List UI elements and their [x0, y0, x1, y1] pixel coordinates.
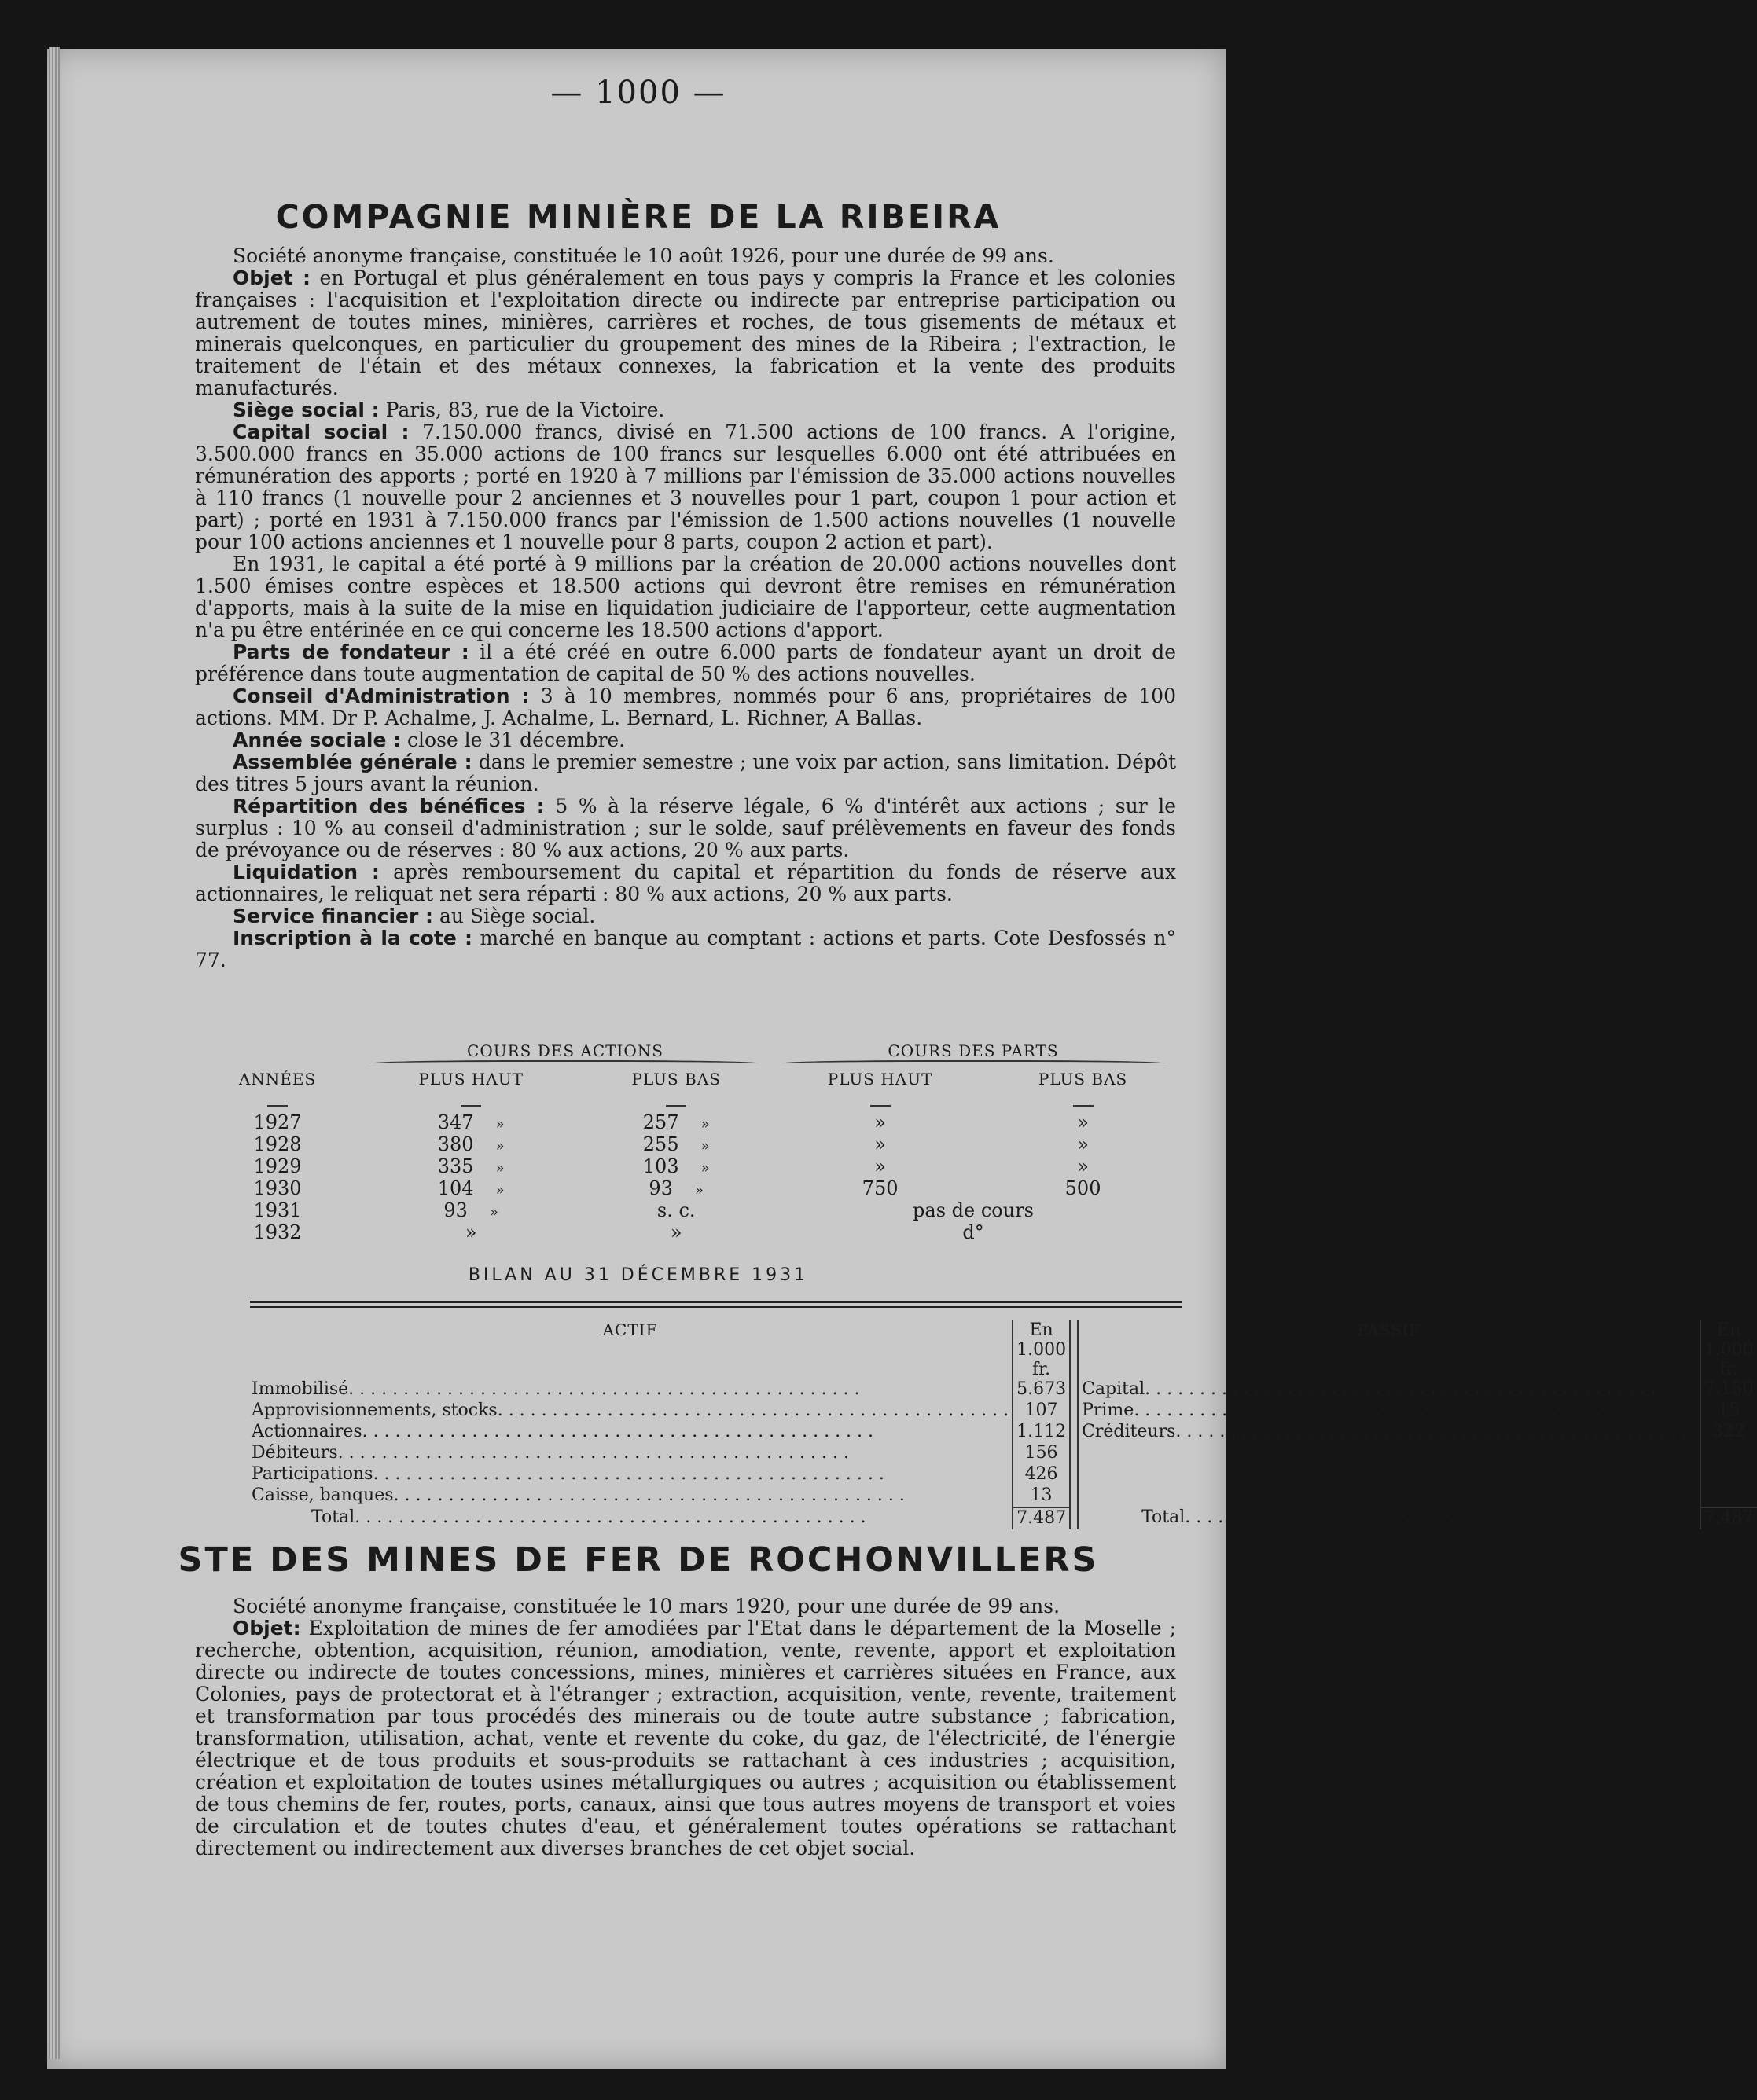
- dash: [267, 1105, 288, 1107]
- ribeira-paragraph: [195, 927, 1176, 971]
- cell-value: 257: [642, 1111, 679, 1133]
- ribeira-paragraph: [195, 861, 1176, 905]
- ribeira-paragraph: [195, 553, 1176, 641]
- passif-value: 15: [1700, 1401, 1757, 1422]
- cell-actions-plus-haut: [360, 1155, 582, 1177]
- ditto-mark: »: [694, 1182, 704, 1199]
- cell-actions-plus-haut: [360, 1177, 582, 1199]
- col-annees: ANNÉES: [238, 1069, 317, 1089]
- cell-parts-merged: d°: [962, 1221, 984, 1243]
- cours-row: [195, 1199, 1176, 1221]
- cours-actions-header: COURS DES ACTIONS: [360, 1041, 770, 1068]
- cell-value: 104: [437, 1177, 474, 1199]
- ditto-mark: »: [495, 1182, 505, 1199]
- passif-total: 7.487: [1700, 1507, 1757, 1529]
- passif-value: 322: [1700, 1422, 1757, 1443]
- cell-value: »: [670, 1221, 682, 1243]
- ribeira-paragraph: [195, 905, 1176, 927]
- col-actions-plus-haut: PLUS HAUT: [418, 1069, 524, 1089]
- paragraph-label: Conseil d'Administration :: [233, 685, 530, 707]
- cell-value: 335: [437, 1155, 474, 1177]
- passif-value: 7.150: [1700, 1379, 1757, 1401]
- bilan-row: [248, 1401, 1757, 1422]
- paragraph-text: en Portugal et plus généralement en tous pays y compris la France et les colonies françaises : l'acquisition et l'exploitation directe ou indirecte par entreprise participation ou autrement de toutes mines, minières, carrières et roches, de tous gisements de métaux et minerais quelconques, en particulier du groupement des mines de la Ribeira ; l'extraction, le traitement de l'étain et des métaux connexes, la fabrication et la vente des produits manufacturés.: [195, 266, 1176, 399]
- paragraph-label: Capital social :: [233, 420, 410, 443]
- paragraph-text: En 1931, le capital a été porté à 9 millions par la création de 20.000 actions nouvelles dont 1.500 émises contre espèces et 18.500 actions qui devront être remises en rémunération d'apports, mais à la suite de la mise en liquidation judiciaire de l'apporteur, cette augmentation n'a pu être entérinée en ce qui concerne les 18.500 actions d'apport.: [195, 553, 1176, 641]
- actif-label: Participations: [252, 1464, 373, 1484]
- objet-label: Objet:: [233, 1617, 301, 1639]
- ribeira-paragraph: [195, 795, 1176, 861]
- actif-value: 107: [1013, 1401, 1070, 1422]
- dash: [870, 1105, 891, 1107]
- passif-label: Créditeurs: [1082, 1422, 1176, 1441]
- ditto-mark: »: [495, 1160, 505, 1177]
- actif-label: Débiteurs: [252, 1443, 338, 1463]
- cell-value: 255: [642, 1133, 679, 1155]
- ribeira-paragraph: [195, 751, 1176, 795]
- paragraph-label: Parts de fondateur :: [233, 641, 469, 663]
- cours-row: [195, 1221, 1176, 1243]
- passif-unit: En 1.000 fr.: [1700, 1320, 1757, 1379]
- cell-actions-plus-bas: [582, 1177, 770, 1199]
- section-rochonvillers-body: [195, 1595, 1176, 1860]
- paragraph-label: Année sociale :: [233, 729, 402, 751]
- cell-annee: 1931: [253, 1199, 302, 1221]
- cell-parts-plus-bas: »: [1077, 1133, 1089, 1155]
- cell-actions-plus-bas: [582, 1199, 770, 1221]
- actif-value: 5.673: [1013, 1379, 1070, 1401]
- company-title-ribeira: COMPAGNIE MINIÈRE DE LA RIBEIRA: [275, 198, 1002, 236]
- section-ribeira-body: [195, 245, 1176, 971]
- ditto-mark: »: [495, 1116, 505, 1133]
- objet-paragraph: [195, 1617, 1176, 1860]
- bilan-row: [248, 1485, 1757, 1507]
- dash: [1073, 1105, 1094, 1107]
- page-edge: [49, 47, 60, 2059]
- intro-paragraph: Société anonyme française, constituée le 10 mars 1920, pour une durée de 99 ans.: [233, 1595, 1060, 1617]
- bilan-title: BILAN AU 31 DÉCEMBRE 1931: [468, 1265, 809, 1285]
- cell-actions-plus-haut: [360, 1133, 582, 1155]
- cours-row: [195, 1111, 1176, 1133]
- ribeira-paragraph: [195, 729, 1176, 751]
- ribeira-paragraph: [195, 421, 1176, 553]
- paragraph-label: Siège social :: [233, 398, 380, 421]
- cell-parts-plus-bas: 500: [1064, 1177, 1101, 1199]
- cell-parts-plus-haut: 750: [862, 1177, 899, 1199]
- cours-row: [195, 1155, 1176, 1177]
- ditto-mark: »: [700, 1116, 710, 1133]
- bracket: [780, 1060, 1167, 1068]
- paragraph-label: Objet :: [233, 266, 311, 289]
- ribeira-paragraph: [195, 267, 1176, 399]
- cell-annee: 1929: [253, 1155, 302, 1177]
- bilan-rule: [250, 1301, 1182, 1303]
- passif-label: Prime: [1082, 1401, 1134, 1420]
- cours-parts-header: COURS DES PARTS: [770, 1041, 1176, 1068]
- paragraph-text: marché en banque au comptant : actions et parts. Cote Desfossés n° 77.: [195, 927, 1177, 971]
- col-parts-plus-haut: PLUS HAUT: [827, 1069, 933, 1089]
- actif-total-label: Total: [311, 1507, 355, 1527]
- cell-annee: 1927: [253, 1111, 302, 1133]
- cell-parts-plus-haut: »: [874, 1133, 886, 1155]
- ditto-mark: »: [700, 1160, 710, 1177]
- cell-value: 93: [649, 1177, 673, 1199]
- cell-value: 103: [642, 1155, 679, 1177]
- col-actions-plus-bas: PLUS BAS: [631, 1069, 721, 1089]
- actif-label: Actionnaires: [252, 1422, 362, 1441]
- actif-value: 1.112: [1013, 1422, 1070, 1443]
- paragraph-label: Liquidation :: [233, 861, 380, 883]
- cell-value: s. c.: [656, 1199, 696, 1221]
- cell-annee: 1932: [253, 1221, 302, 1243]
- paragraph-text: 5 % à la réserve légale, 6 % d'intérêt aux actions ; sur le surplus : 10 % au conseil d'administration ; sur le solde, sauf prélèvements en faveur des fonds de prévoyance ou de réserves : 80 % aux actions, 20 % aux parts.: [195, 795, 1176, 861]
- paragraph-label: Service financier :: [233, 905, 434, 927]
- paragraph-text: 3 à 10 membres, nommés pour 6 ans, propriétaires de 100 actions. MM. Dr P. Achalme, J. Achalme, L. Bernard, L. Richner, A Ballas.: [195, 685, 1176, 729]
- actif-label: Immobilisé: [252, 1379, 349, 1399]
- cell-actions-plus-haut: [360, 1111, 582, 1133]
- cours-row: [195, 1177, 1176, 1199]
- actif-header: ACTIF: [602, 1320, 658, 1339]
- paragraph-text: close le 31 décembre.: [401, 729, 626, 751]
- cell-value: 93: [443, 1199, 468, 1221]
- paragraph-text: il a été créé en outre 6.000 parts de fondateur ayant un droit de préférence dans toute augmentation de capital de 50 % des actions nouvelles.: [195, 641, 1176, 685]
- paragraph-text: dans le premier semestre ; une voix par action, sans limitation. Dépôt des titres 5 jours avant la réunion.: [195, 751, 1176, 795]
- dash: [461, 1105, 481, 1107]
- cell-parts-plus-bas: »: [1077, 1155, 1089, 1177]
- company-title-rochonvillers: STE DES MINES DE FER DE ROCHONVILLERS: [178, 1540, 1099, 1580]
- cell-actions-plus-bas: [582, 1133, 770, 1155]
- cell-value: 380: [437, 1133, 474, 1155]
- ribeira-paragraph: [195, 399, 1176, 421]
- ribeira-paragraph: [195, 685, 1176, 729]
- actif-value: 13: [1013, 1485, 1070, 1507]
- cell-actions-plus-bas: [582, 1111, 770, 1133]
- cell-parts-plus-haut: »: [874, 1111, 886, 1133]
- cell-actions-plus-bas: [582, 1155, 770, 1177]
- paragraph-label: Assemblée générale :: [233, 751, 472, 773]
- paragraph-text: après remboursement du capital et répartition du fonds de réserve aux actionnaires, le reliquat net sera réparti : 80 % aux actions, 20 % aux parts.: [195, 861, 1176, 905]
- bilan-row: [248, 1422, 1757, 1443]
- bracket: [369, 1060, 761, 1068]
- paragraph-label: Répartition des bénéfices :: [233, 795, 545, 817]
- ditto-mark: »: [489, 1204, 498, 1221]
- passif-total-label: Total: [1141, 1507, 1185, 1527]
- actif-unit: En 1.000 fr.: [1013, 1320, 1070, 1379]
- actif-label: Caisse, banques: [252, 1485, 394, 1505]
- objet-text: Exploitation de mines de fer amodiées par l'Etat dans le département de la Moselle ; recherche, obtention, acquisition, réunion, amodiation, vente, revente, apport et exploitation directe ou indirecte de toutes concessions, mines, minières et carrières situées en France, aux Colonies, pays de protectorat et à l'étranger ; extraction, acquisition, vente, revente, traitement et transformation par tous procédés des minerais ou de toute autre substance ; fabrication, transformation, utilisation, achat, vente et revente du coke, du gaz, de l'électricité, de l'énergie électrique et de tous produits et sous-produits se rattachant à ces industries ; acquisition, création et exploitation de toutes usines métallurgiques ou autres ; acquisition ou établissement de tous chemins de fer, routes, ports, canaux, ainsi que tous autres moyens de transport et voies de circulation et de toutes chutes d'eau, et généralement toutes opérations se rattachant directement ou indirectement aux diverses branches de cet objet social.: [195, 1617, 1176, 1860]
- cell-actions-plus-haut: [360, 1221, 582, 1243]
- cours-row: [195, 1133, 1176, 1155]
- intro-paragraph: Société anonyme française, constituée le 10 août 1926, pour une durée de 99 ans.: [233, 244, 1054, 267]
- ditto-mark: »: [495, 1138, 505, 1155]
- paragraph-text: au Siège social.: [433, 905, 596, 927]
- cell-actions-plus-bas: [582, 1221, 770, 1243]
- actif-value: 156: [1013, 1443, 1070, 1464]
- cell-annee: 1928: [253, 1133, 302, 1155]
- page-number: — 1000 —: [550, 75, 726, 111]
- actif-value: 426: [1013, 1464, 1070, 1485]
- ditto-mark: »: [700, 1138, 710, 1155]
- bilan-rule: [250, 1306, 1182, 1308]
- cell-parts-merged: pas de cours: [913, 1199, 1034, 1221]
- cell-value: »: [465, 1221, 477, 1243]
- bilan-row: [248, 1464, 1757, 1485]
- paragraph-text: Paris, 83, rue de la Victoire.: [379, 398, 665, 421]
- ribeira-paragraph: [195, 641, 1176, 685]
- actif-label: Approvisionnements, stocks: [252, 1401, 498, 1420]
- cell-value: 347: [437, 1111, 474, 1133]
- passif-header: PASSIF: [1357, 1320, 1421, 1339]
- bilan-table: [248, 1320, 1757, 1529]
- cell-annee: 1930: [253, 1177, 302, 1199]
- cell-parts-plus-bas: »: [1077, 1111, 1089, 1133]
- dash: [666, 1105, 686, 1107]
- paragraph-text: 7.150.000 francs, divisé en 71.500 actions de 100 francs. A l'origine, 3.500.000 francs en 35.000 actions de 100 francs sur lesquelles 6.000 ont été attribuées en rémunération des apports ; porté en 1920 à 7 millions par l'émission de 35.000 actions nouvelles à 110 francs (1 nouvelle pour 2 anciennes et 3 nouvelles pour 1 part, coupon 1 pour action et part) ; porté en 1931 à 7.150.000 francs par l'émission de 1.500 actions nouvelles (1 nouvelle pour 100 actions anciennes et 1 nouvelle pour 8 parts, coupon 2 action et part).: [195, 420, 1176, 553]
- bilan-row: [248, 1379, 1757, 1401]
- cell-actions-plus-haut: [360, 1199, 582, 1221]
- cours-table: [195, 1041, 1176, 1243]
- actif-total: 7.487: [1013, 1507, 1070, 1529]
- bilan-row: [248, 1443, 1757, 1464]
- col-parts-plus-bas: PLUS BAS: [1038, 1069, 1128, 1089]
- passif-label: Capital: [1082, 1379, 1145, 1399]
- paragraph-label: Inscription à la cote :: [233, 927, 473, 949]
- cell-parts-plus-haut: »: [874, 1155, 886, 1177]
